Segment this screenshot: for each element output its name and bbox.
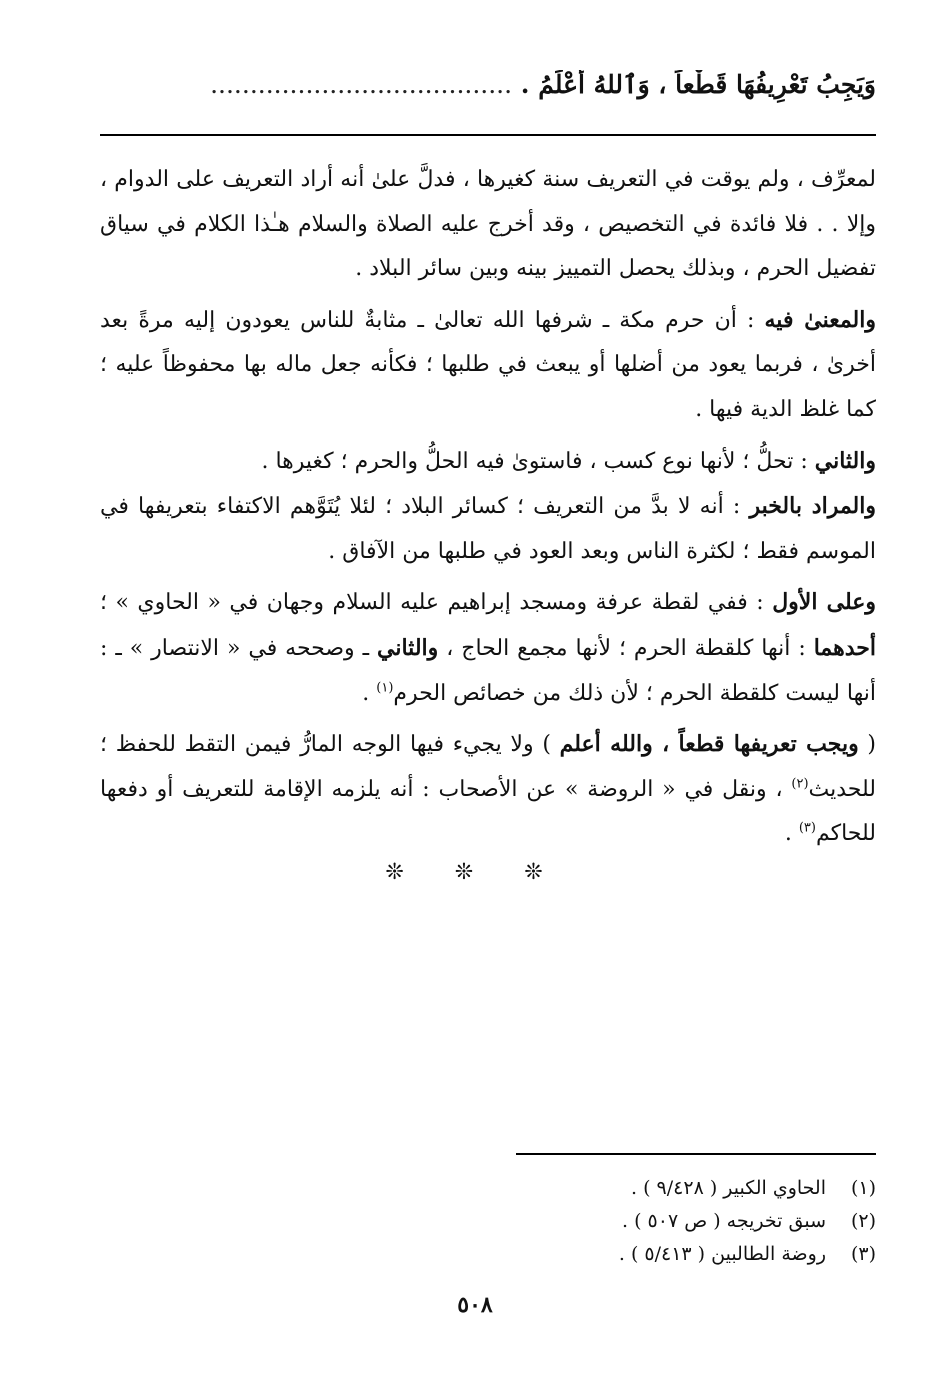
paragraph-5-end: . bbox=[362, 680, 377, 706]
footnote-divider bbox=[516, 1153, 876, 1155]
paragraph-5-text-3: ـ وصححه في « الانتصار » ـ : أنها ليست كلقطة الحرم ؛ لأن ذلك من خصائص الحرم bbox=[100, 635, 876, 706]
paragraph-4-lead: والمراد بالخبر bbox=[749, 493, 876, 520]
paragraph-2-lead: والمعنىٰ فيه bbox=[764, 306, 876, 333]
footnote-ref-1[interactable]: (١) bbox=[376, 680, 394, 696]
paragraph-5-lead: وعلى الأول bbox=[772, 589, 876, 616]
paragraph-2 bbox=[100, 298, 876, 433]
paragraph-6-text-2: ، ونقل في « الروضة » عن الأصحاب : أنه يلزمه الإقامة للتعريف أو دفعها للحاكم bbox=[100, 776, 876, 847]
page-number: ٥٠٨ bbox=[457, 1292, 493, 1318]
footnote-text: سبق تخريجه ( ص ٥٠٧ ) . bbox=[622, 1210, 826, 1232]
paragraph-6-end: . bbox=[784, 821, 799, 847]
header-dots: ...................................... bbox=[210, 70, 513, 99]
footnote-number: (٢) bbox=[850, 1210, 876, 1232]
commentary-body bbox=[100, 158, 876, 857]
paragraph-2-text: : أن حرم مكة ـ شرفها الله تعالىٰ ـ مثابةٌ للناس يعودون إليه مرةً بعد أخرىٰ ، فربما يعود من أضلها أو يبعث في طلبها ؛ فكأنه جعل ماله بها محفوظاً عليه ؛ كما غلظ الدية فيها . bbox=[100, 307, 876, 422]
footnote-number: (٣) bbox=[850, 1243, 876, 1265]
footnote-ref-2[interactable]: (٢) bbox=[791, 776, 809, 792]
matn-header bbox=[100, 70, 876, 114]
footnote-3 bbox=[300, 1238, 876, 1271]
paragraph-5 bbox=[100, 580, 876, 716]
paragraph-6-text-1: ) ولا يجيء فيها الوجه المارُّ فيمن التقط للحفظ ؛ للحديث bbox=[100, 732, 876, 802]
paragraph-6-open: ( bbox=[858, 732, 877, 758]
paragraph-5-lead-2: أحدهما bbox=[813, 634, 876, 661]
paragraph-4 bbox=[100, 484, 876, 574]
paragraph-6-lead: ويجب تعريفها قطعاً ، والله أعلم bbox=[559, 731, 859, 758]
footnote-text: الحاوي الكبير ( ٩/٤٢٨ ) . bbox=[631, 1177, 826, 1199]
header-divider bbox=[100, 134, 876, 136]
paragraph-3 bbox=[100, 439, 876, 485]
paragraph-4-text: : أنه لا بدَّ من التعريف ؛ كسائر البلاد ؛ لئلا يُتَوَّهم الاكتفاء بتعريفها في الموسم فقط ؛ لكثرة الناس وبعد العود في طلبها من الآفاق . bbox=[100, 494, 876, 564]
paragraph-1: لمعرِّف ، ولم يوقت في التعريف سنة كغيرها ، فدلَّ علىٰ أنه أراد التعريف على الدوام ، وإلا . . فلا فائدة في التخصيص ، وقد أخرج عليه الصلاة والسلام هـٰذا الكلام في سياق تفضيل الحرم ، وبذلك يحصل التمييز بينه وبين سائر البلاد . bbox=[100, 167, 876, 282]
matn-header-text: وَيَجِبُ تَعْرِيفُهَا قَطْعاً ، وَٱللهُ أَعْلَمُ . bbox=[520, 70, 876, 99]
footnote-ref-3[interactable]: (٣) bbox=[798, 820, 816, 836]
footnote-text: روضة الطالبين ( ٥/٤١٣ ) . bbox=[618, 1243, 826, 1265]
paragraph-3-text: : تحلُّ ؛ لأنها نوع كسب ، فاستوىٰ فيه الحلُّ والحرم ؛ كغيرها . bbox=[261, 448, 815, 474]
section-separator: ❊ ❊ ❊ bbox=[385, 860, 565, 885]
paragraph-5-text-2: : أنها كلقطة الحرم ؛ لأنها مجمع الحاج ، bbox=[438, 635, 814, 661]
paragraph-5-text-1: : ففي لقطة عرفة ومسجد إبراهيم عليه السلام وجهان في « الحاوي » ؛ bbox=[100, 590, 773, 616]
paragraph-6 bbox=[100, 722, 876, 857]
footnote-1 bbox=[300, 1172, 876, 1205]
footnote-number: (١) bbox=[850, 1177, 876, 1199]
footnotes bbox=[300, 1172, 876, 1271]
paragraph-5-lead-3: والثاني bbox=[377, 634, 439, 661]
paragraph-3-lead: والثاني bbox=[814, 447, 876, 474]
footnote-2 bbox=[300, 1205, 876, 1238]
